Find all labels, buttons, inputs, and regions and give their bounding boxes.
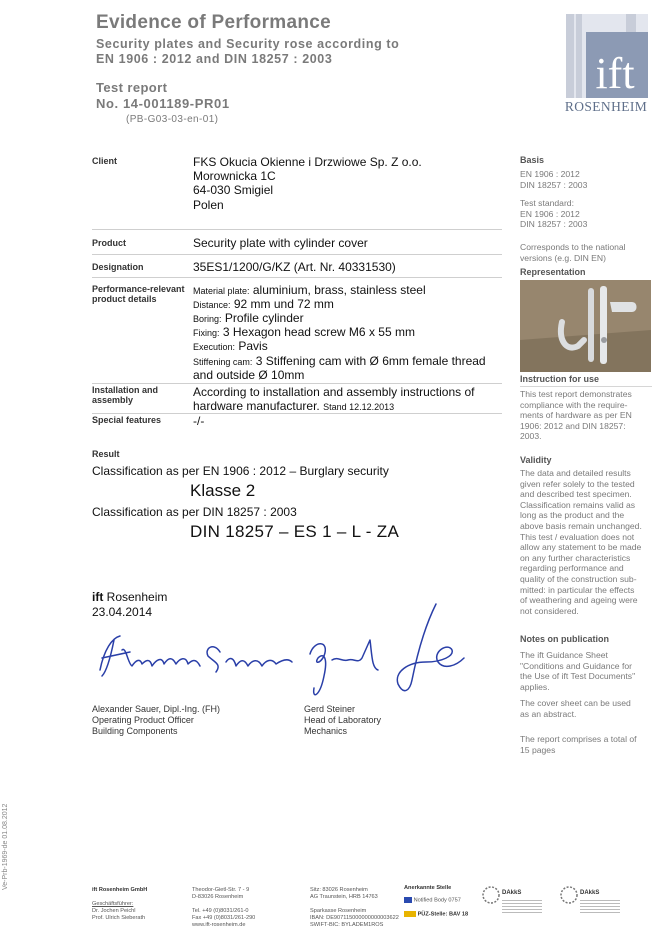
client-city: 64-030 Smigiel [193, 183, 274, 197]
classification-en1906: Classification as per EN 1906 : 2012 – Burglary security [92, 464, 389, 478]
special-features-value: -/- [193, 414, 205, 428]
installation-value-1: According to installation and assembly instructions of [193, 385, 475, 399]
product-value: Security plate with cylinder cover [193, 236, 368, 250]
client-label: Client [92, 156, 118, 166]
puz-icon [404, 911, 416, 917]
stiffening-row-2: and outside Ø 10mm [193, 368, 305, 382]
client-country: Polen [193, 198, 224, 212]
test-standard-en1906: EN 1906 : 2012 [520, 209, 580, 219]
din-value: DIN 18257 – ES 1 – L - ZA [190, 522, 400, 541]
corresponds-2: versions (e.g. DIN EN) [520, 253, 606, 263]
divider [92, 277, 502, 278]
divider [92, 383, 502, 384]
classification-din18257: Classification as per DIN 18257 : 2003 [92, 505, 297, 519]
notes-text: The ift Guidance Sheet "Conditions and Guidance for the Use of ift Test Documents" applies. [520, 650, 636, 692]
dakks-badge-1: DAkkS [482, 884, 550, 918]
footer-address: Theodor-Gietl-Str. 7 - 9 D-83026 Rosenheim Tel. +49 (0)8031/261-0 Fax +49 (0)8031/261-290 www.ift-rosenheim.de [192, 887, 256, 928]
representation-heading: Representation [520, 267, 586, 277]
eu-flag-icon [404, 897, 412, 903]
product-label: Product [92, 238, 127, 248]
dakks-badge-2: DAkkS [560, 884, 628, 918]
stiffening-row: Stiffening cam: 3 Stiffening cam with Ø 6mm female thread [193, 354, 486, 368]
installation-label-1: Installation and [92, 385, 159, 395]
installation-label-2: assembly [92, 395, 134, 405]
installation-value-2: hardware manufacturer. Stand 12.12.2013 [193, 399, 395, 413]
material-row: Material plate: aluminium, brass, stainless steel [193, 283, 426, 297]
divider [92, 229, 502, 230]
corresponds-1: Corresponds to the national [520, 242, 626, 252]
footer-registration: Sitz: 83026 Rosenheim AG Traunstein, HRB 14763 Sparkasse Rosenheim IBAN: DE907115000000000003622 SWIFT-BIC: BYLADEM1ROS [310, 887, 399, 928]
footer-notified-body: Anerkannte Stelle Notified Body 0757 PÜZ-Stelle: BAV 18 [404, 885, 469, 918]
divider [92, 254, 502, 255]
dakks-icon [482, 886, 500, 904]
logo-text: ROSENHEIM [564, 99, 648, 114]
test-standard-din18257: DIN 18257 : 2003 [520, 219, 588, 229]
divider [520, 386, 652, 387]
validity-heading: Validity [520, 455, 552, 465]
instruction-heading: Instruction for use [520, 374, 600, 384]
result-label: Result [92, 449, 120, 459]
test-standard-heading: Test standard: [520, 198, 574, 208]
klasse-value: Klasse 2 [190, 481, 256, 500]
document-subtitle-1: Security plates and Security rose according to [96, 37, 400, 51]
designation-value: 35ES1/1200/G/KZ (Art. Nr. 40331530) [193, 260, 396, 274]
instruction-text: This test report demonstrates compliance with the require- ments of hardware as per EN 1906: 2012 and DIN 18257: 2003. [520, 389, 632, 442]
footer-company: ift Rosenheim GmbH Geschäftsführer: Dr. Jochen Peichl Prof. Ulrich Sieberath [92, 887, 148, 921]
designation-label: Designation [92, 262, 144, 272]
distance-row: Distance: 92 mm und 72 mm [193, 297, 334, 311]
svg-text:ift: ift [595, 49, 635, 98]
report-code: (PB-G03-03-en-01) [126, 114, 219, 125]
basis-din18257: DIN 18257 : 2003 [520, 180, 588, 190]
signatures [92, 600, 472, 710]
dakks-icon [560, 886, 578, 904]
fixing-row: Fixing: 3 Hexagon head screw M6 x 55 mm [193, 325, 415, 339]
cover-sheet-text: The cover sheet can be used as an abstract. [520, 698, 631, 719]
basis-heading: Basis [520, 155, 545, 165]
document-subtitle-2: EN 1906 : 2012 and DIN 18257 : 2003 [96, 52, 333, 66]
page-count-text: The report comprises a total of 15 pages [520, 734, 637, 755]
test-report-label: Test report [96, 80, 168, 95]
product-photo [520, 280, 651, 372]
client-street: Morownicka 1C [193, 169, 276, 183]
issue-date: 23.04.2014 [92, 605, 153, 619]
document-title: Evidence of Performance [96, 12, 331, 33]
validity-text: The data and detailed results given refer solely to the tested and described test specimen. Classification remains valid as long as the product and the above basis remain unchanged. This test / evaluation does not allow any statement to be made on any further characteristics regarding performance and quality of the construction sub- mitted: in particular the effects of weathering and ageing were not considered. [520, 468, 642, 616]
form-code: Ve-Prb-1969-de 01.08.2012 [2, 803, 9, 890]
left-signatory: Alexander Sauer, Dipl.-Ing. (FH) Operating Product Officer Building Components [92, 704, 221, 736]
basis-en1906: EN 1906 : 2012 [520, 169, 580, 179]
performance-label-2: product details [92, 294, 157, 304]
issuer: ift Rosenheim [92, 590, 168, 604]
right-signatory: Gerd Steiner Head of Laboratory Mechanics [304, 704, 382, 736]
divider [92, 413, 502, 414]
performance-label-1: Performance-relevant [92, 284, 185, 294]
special-features-label: Special features [92, 415, 162, 425]
execution-row: Execution: Pavis [193, 339, 268, 353]
report-number: No. 14-001189-PR01 [96, 96, 230, 111]
notes-heading: Notes on publication [520, 634, 609, 644]
client-name: FKS Okucia Okienne i Drzwiowe Sp. Z o.o. [193, 155, 422, 169]
boring-row: Boring: Profile cylinder [193, 311, 304, 325]
